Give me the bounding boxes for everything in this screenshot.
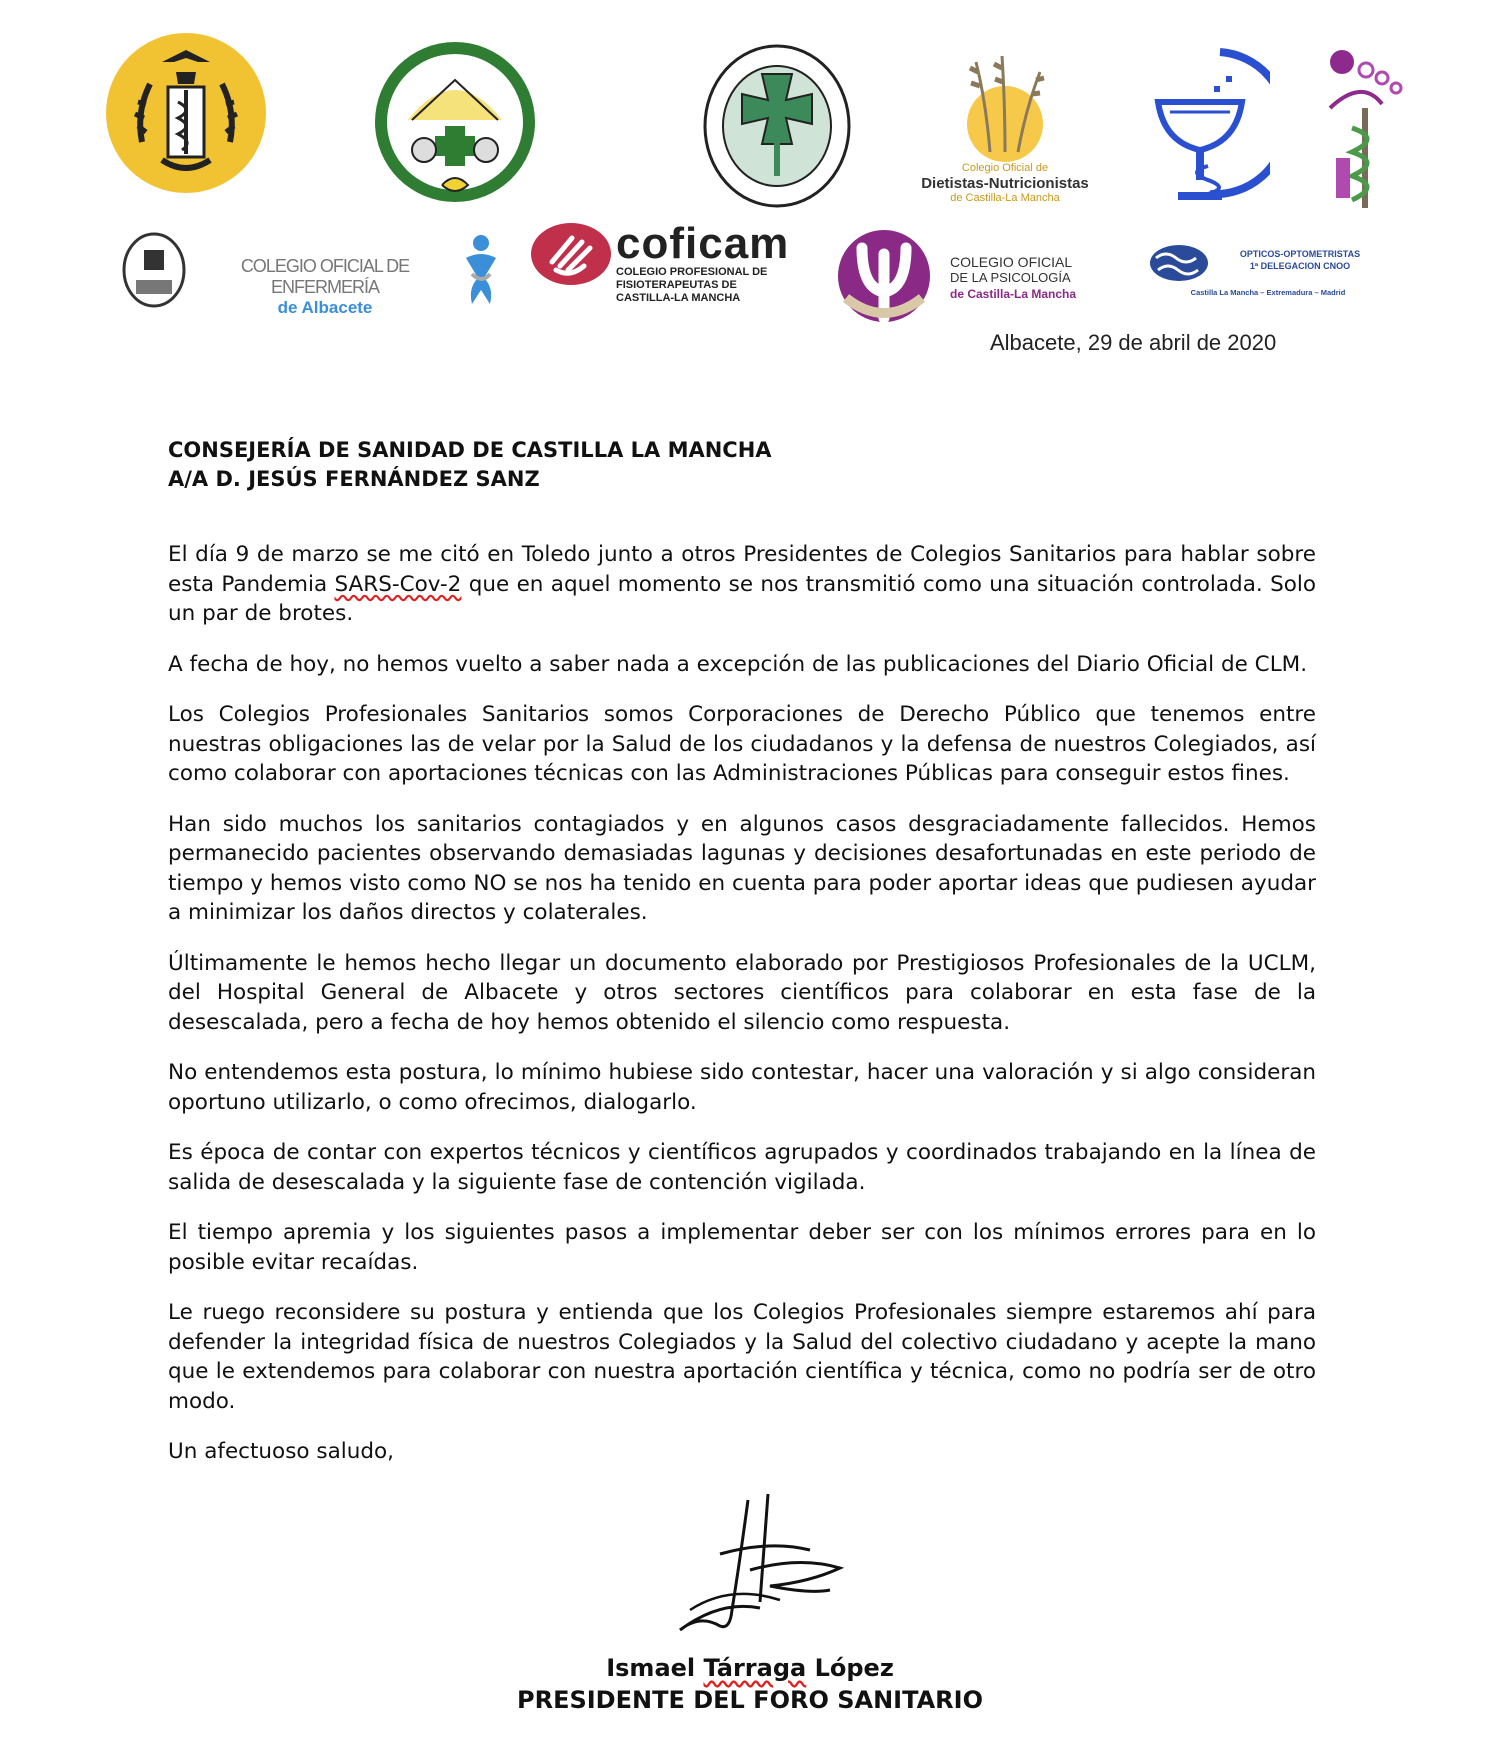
- signer-title: PRESIDENTE DEL FORO SANITARIO: [517, 1686, 983, 1714]
- colegio-veterinarios-seal-icon: [372, 40, 538, 205]
- psicologia-psi-icon: [836, 228, 932, 324]
- letter-body: [168, 540, 1316, 1488]
- recipient-line-2: A/A D. JESÚS FERNÁNDEZ SANZ: [168, 467, 540, 491]
- paragraph-3: Los Colegios Profesionales Sanitarios somos Corporaciones de Derecho Público que tenemos entre nuestras obligaciones las de velar por la Salud de los ciudadanos y la defensa de nuestros Colegiados, así como colaborar con aportaciones técnicas con las Administraciones Públicas para conseguir estos fines.: [168, 702, 1316, 786]
- dietistas-logo-text: Colegio Oficial de Dietistas-Nutricionistas de Castilla-La Mancha: [921, 162, 1089, 204]
- enfermeria-seal-icon: [122, 232, 186, 308]
- opticos-logo-subtext: Castilla La Mancha – Extremadura – Madrid: [1190, 288, 1346, 297]
- letter-date: Albacete, 29 de abril de 2020: [990, 330, 1277, 355]
- signer-name: Ismael Tárraga López: [606, 1654, 894, 1682]
- paragraph-8: El tiempo apremia y los siguientes pasos a implementar deber ser con los mínimos errores para en lo posible evitar recaídas.: [168, 1220, 1316, 1275]
- closing-line: Un afectuoso saludo,: [168, 1439, 395, 1464]
- opticos-logo-text: OPTICOS-OPTOMETRISTAS 1ª DELEGACION CNOO: [1239, 249, 1361, 271]
- podologos-caduceus-icon: [1322, 48, 1412, 216]
- farmacia-cup-icon: [1150, 46, 1270, 214]
- opticos-logo-icon: [1148, 242, 1210, 284]
- paragraph-6: No entendemos esta postura, lo mínimo hubiese sido contestar, hacer una valoración y si algo consideran oportuno utilizarlo, o como ofrecimos, dialogarlo.: [168, 1060, 1316, 1115]
- colegio-medicos-seal-icon: [102, 32, 270, 194]
- paragraph-9: Le ruego reconsidere su postura y entienda que los Colegios Profesionales siempre estaremos ahí para defender la integridad física de nuestros Colegiados y la Salud del colectivo ciudadano y acepte la mano que le extendemos para colaborar con nuestra aportación científica y técnica, como no podría ser de otro modo.: [168, 1300, 1316, 1414]
- recipient-line-1: CONSEJERÍA DE SANIDAD DE CASTILLA LA MANCHA: [168, 438, 772, 462]
- paragraph-7: Es época de contar con expertos técnicos y científicos agrupados y coordinados trabajando en la línea de salida de desescalada y la siguiente fase de contención vigilada.: [168, 1140, 1316, 1195]
- enfermeria-logo-text: COLEGIO OFICIAL DE ENFERMERÍA de Albacete: [240, 256, 410, 317]
- coficam-hand-icon: [530, 222, 612, 286]
- spellcheck-word: SARS-Cov-2: [334, 571, 462, 597]
- dietistas-wheat-icon: [930, 52, 1080, 162]
- paragraph-2: A fecha de hoy, no hemos vuelto a saber nada a excepción de las publicaciones del Diario Oficial de CLM.: [168, 651, 1308, 677]
- coficam-logo-text: coficam COLEGIO PROFESIONAL DE FISIOTERAPEUTAS DE CASTILLA-LA MANCHA: [616, 219, 790, 304]
- handwritten-signature: [660, 1490, 850, 1640]
- signer-block: [400, 1652, 1100, 1716]
- enfermeria-figure-icon: [460, 234, 502, 306]
- recipient-block: [168, 436, 772, 494]
- psicologia-logo-text: COLEGIO OFICIAL DE LA PSICOLOGÍA de Castilla-La Mancha: [950, 254, 1077, 301]
- paragraph-5: Últimamente le hemos hecho llegar un documento elaborado por Prestigiosos Profesionales de la UCLM, del Hospital General de Albacete y otros sectores científicos para colaborar en esta fase de la desescalada, pero a fecha de hoy hemos obtenido el silencio como respuesta.: [168, 950, 1316, 1035]
- paragraph-1: El día 9 de marzo se me citó en Toledo junto a otros Presidentes de Colegios Sanitarios para hablar sobre esta Pandemia SARS-Cov-2 que en aquel momento se nos transmitió como una situación controlada. Solo un par de brotes.: [168, 542, 1316, 626]
- signer-surname: Tárraga: [703, 1654, 807, 1682]
- colegio-odontologos-seal-icon: [702, 44, 852, 208]
- paragraph-4: Han sido muchos los sanitarios contagiados y en algunos casos desgraciadamente fallecidos. Hemos permanecido pacientes observando demasiadas lagunas y decisiones desafortunadas en este periodo de tiempo y hemos visto como NO se nos ha tenido en cuenta para poder aportar ideas que pudiesen ayudar a minimizar los daños directos y colaterales.: [168, 811, 1316, 925]
